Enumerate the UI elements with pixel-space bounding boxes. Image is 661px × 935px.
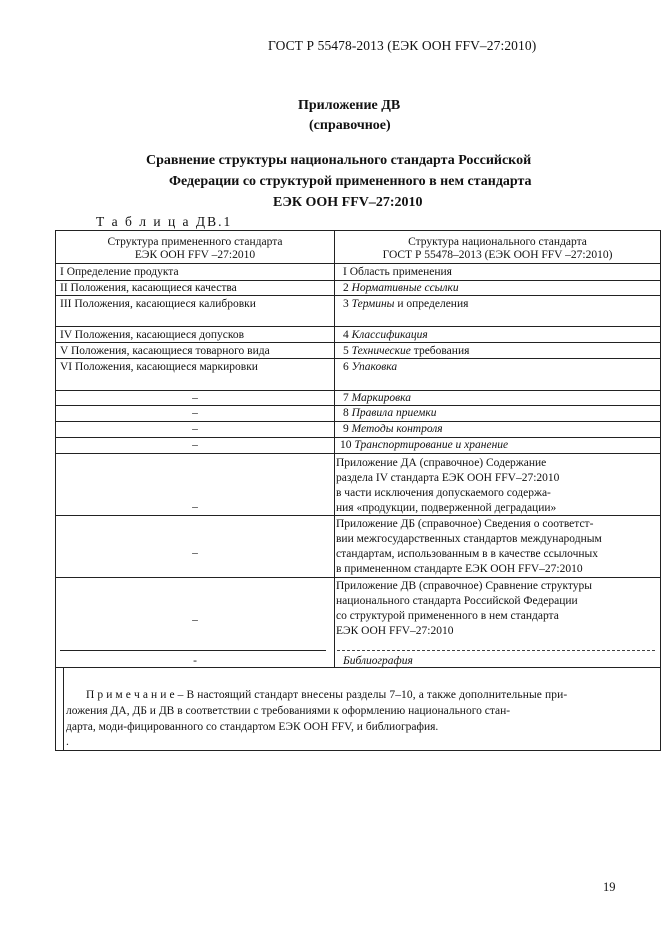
table-row-left: – [192,501,198,513]
table-row-right: 5 Технические требования [343,345,470,357]
page-number: 19 [603,880,616,894]
table-row-right: I Область применения [343,266,452,278]
table-row-left: – [192,439,198,451]
note-line-4: . [66,736,69,748]
appendix-db-cell: Приложение ДБ (справочное) Сведения о соответст- вии межгосударственных стандартов международным стандартам, использованным в в качестве ссылочных в примененном стандарте ЕЭК ООН FFV–27:2010 [336,518,602,575]
section-title-line-2: Федерации со структурой примененного в нем стандарта [169,174,532,189]
appendix-title: Приложение ДВ [298,98,401,113]
appendix-dv-cell: Приложение ДВ (справочное) Сравнение структуры национального стандарта Российской Федерации со структурой примененного в нем стандарта ЕЭК ООН FFV–27:2010 [336,580,593,637]
appendix-subtitle: (справочное) [309,118,391,133]
table-row-left: VI Положения, касающиеся маркировки [60,361,258,373]
note-line-2: ложения ДА, ДБ и ДВ в соответствии с требованиями к оформлению национального стан- [66,705,511,717]
table-label: Т а б л и ц а ДВ.1 [96,214,233,229]
section-title-line-1: Сравнение структуры национального стандарта Российской [146,153,532,168]
col2-header-line-1: Структура национального стандарта [408,236,587,248]
table-row-left: – [192,614,198,626]
table-row-right: 8 Правила приемки [343,407,437,419]
table-row-right: 6 Упаковка [343,361,398,373]
note-line-1: П р и м е ч а н и е – В настоящий стандарт внесены разделы 7–10, а также дополнительные при- [86,689,568,701]
table-row-left: – [192,547,198,559]
table-row-left: IV Положения, касающиеся допусков [60,329,245,341]
table-row-left: II Положения, касающиеся качества [60,282,237,294]
table-row-left: V Положения, касающиеся товарного вида [60,345,270,357]
document-header: ГОСТ Р 55478-2013 (ЕЭК ООН FFV–27:2010) [268,38,537,53]
note-line-3: дарта, моди-фицированного со стандартом ЕЭК ООН FFV, и библиография. [66,721,439,733]
table-row-right: 7 Маркировка [343,392,412,404]
table-row-right: 10 Транспортирование и хранение [340,439,509,451]
table-row-right: 9 Методы контроля [343,423,443,435]
section-title-line-3: ЕЭК ООН FFV–27:2010 [273,195,423,210]
col1-header-line-1: Структура примененного стандарта [107,236,283,248]
table-row-right: 4 Классификация [343,329,428,341]
table-row-left: – [192,423,198,435]
table-row-left: – [192,407,198,419]
table-row-left: – [192,392,198,404]
col1-header-line-2: ЕЭК ООН FFV –27:2010 [134,249,256,261]
col2-header-line-2: ГОСТ Р 55478–2013 (ЕЭК ООН FFV –27:2010) [382,249,613,261]
appendix-da-cell: Приложение ДА (справочное) Содержание раздела IV стандарта ЕЭК ООН FFV–27:2010 в части исключения допускаемого содержа- ния «продукции, подверженной деградации» [336,457,560,514]
table-row-right: 3 Термины и определения [343,298,469,310]
table-row-right: 2 Нормативные ссылки [343,282,459,294]
bibliography-cell: Библиография [343,655,413,667]
table-row-left: I Определение продукта [60,266,179,278]
table-row-left: - [193,655,197,667]
table-row-left: III Положения, касающиеся калибровки [60,298,256,310]
